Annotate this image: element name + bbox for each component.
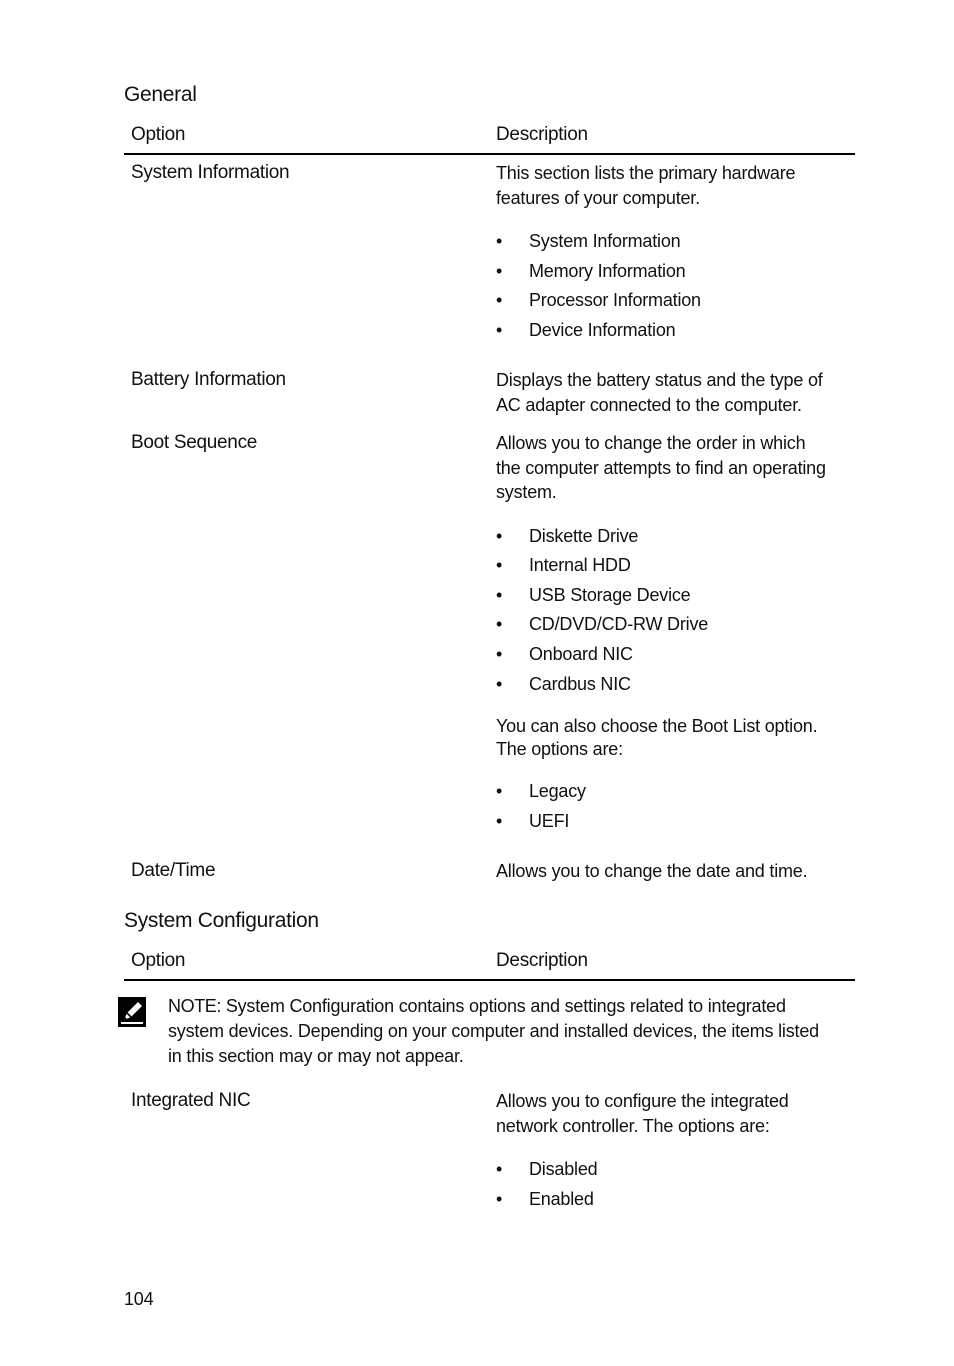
description-line: Allows you to change the order in which <box>496 433 806 453</box>
table-header-rule <box>124 153 855 155</box>
description-line: AC adapter connected to the computer. <box>496 395 802 415</box>
section-heading-general: General <box>124 83 197 106</box>
note-text: System Configuration contains options and settings related to integrated <box>225 996 786 1016</box>
list-item: Cardbus NIC <box>529 674 631 694</box>
list-item: USB Storage Device <box>529 585 691 605</box>
table-header-rule <box>124 979 855 981</box>
list-item: Processor Information <box>529 290 701 310</box>
description-line: This section lists the primary hardware <box>496 163 796 183</box>
bullet-icon: • <box>496 781 503 801</box>
column-header-description: Description <box>496 124 588 145</box>
description-line: the computer attempts to find an operating <box>496 458 826 478</box>
description-line: Allows you to configure the integrated <box>496 1091 789 1111</box>
note-label: NOTE: <box>168 996 222 1016</box>
bullet-icon: • <box>496 320 503 340</box>
list-item: Onboard NIC <box>529 644 633 664</box>
section-heading-system-configuration: System Configuration <box>124 909 319 932</box>
bullet-icon: • <box>496 644 503 664</box>
option-integrated-nic: Integrated NIC <box>131 1090 251 1111</box>
option-system-information: System Information <box>131 162 290 183</box>
list-item: Diskette Drive <box>529 526 639 546</box>
column-header-option: Option <box>131 124 186 145</box>
list-item: Disabled <box>529 1159 598 1179</box>
list-item: Memory Information <box>529 261 686 281</box>
bullet-icon: • <box>496 526 503 546</box>
bullet-icon: • <box>496 1159 503 1179</box>
option-boot-sequence: Boot Sequence <box>131 432 258 453</box>
column-header-option: Option <box>131 950 186 971</box>
bullet-icon: • <box>496 231 503 251</box>
note-line-3: in this section may or may not appear. <box>168 1046 464 1066</box>
list-item: Device Information <box>529 320 676 340</box>
list-item: Legacy <box>529 781 586 801</box>
list-item: System Information <box>529 231 681 251</box>
bullet-icon: • <box>496 614 503 634</box>
bullet-icon: • <box>496 585 503 605</box>
list-item: Internal HDD <box>529 555 631 575</box>
page-number: 104 <box>124 1289 154 1309</box>
bullet-icon: • <box>496 811 503 831</box>
list-item: CD/DVD/CD-RW Drive <box>529 614 709 634</box>
list-item: Enabled <box>529 1189 594 1209</box>
note-pencil-icon <box>118 997 146 1027</box>
bullet-icon: • <box>496 674 503 694</box>
description-line: Allows you to change the date and time. <box>496 861 808 881</box>
bullet-icon: • <box>496 555 503 575</box>
bullet-icon: • <box>496 1189 503 1209</box>
description-line: system. <box>496 482 557 502</box>
note-line-2: system devices. Depending on your computer and installed devices, the items listed <box>168 1021 819 1041</box>
description-line: features of your computer. <box>496 188 700 208</box>
option-date-time: Date/Time <box>131 860 216 881</box>
description-line: Displays the battery status and the type of <box>496 370 823 390</box>
column-header-description: Description <box>496 950 588 971</box>
description-line: The options are: <box>496 739 623 759</box>
note-line-1 <box>168 994 786 1019</box>
option-battery-information: Battery Information <box>131 369 286 390</box>
list-item: UEFI <box>529 811 570 831</box>
bullet-icon: • <box>496 261 503 281</box>
description-line: network controller. The options are: <box>496 1116 770 1136</box>
bullet-icon: • <box>496 290 503 310</box>
description-line: You can also choose the Boot List option. <box>496 716 818 736</box>
